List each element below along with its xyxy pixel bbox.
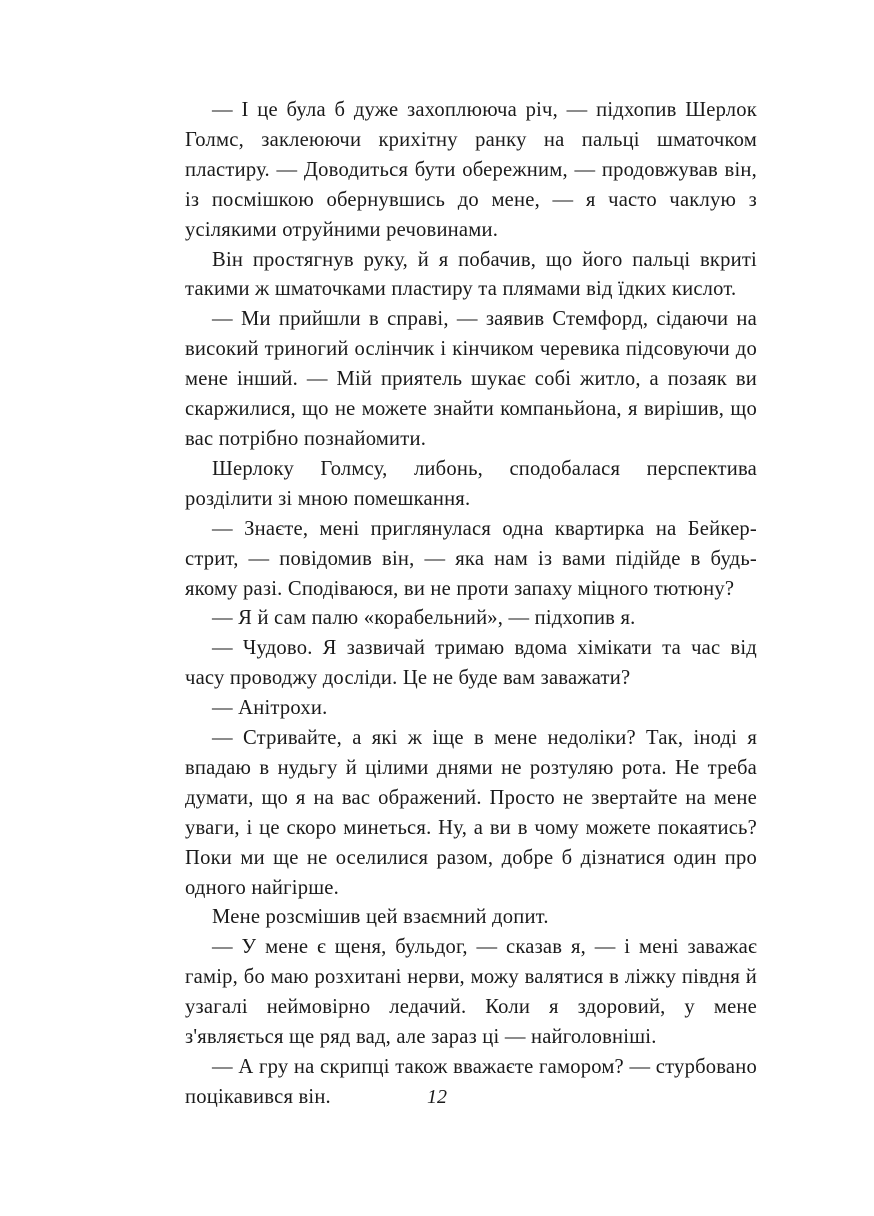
paragraph: Мене розсмішив цей взаємний допит. bbox=[212, 906, 549, 929]
paragraph: — Чудово. Я зазвичай тримаю вдома хімікати та час від часу проводжу досліди. Це не буде вам заважати? bbox=[185, 637, 757, 690]
paragraph: — А гру на скрипці також вважаєте гамором? — стурбовано поцікавився він. bbox=[185, 1056, 757, 1108]
paragraph: Шерлоку Голмсу, либонь, сподобалася перспектива розділити зі мною помешкання. bbox=[185, 457, 757, 510]
paragraph: — Знаєте, мені приглянулася одна квартирка на Бейкер-стрит, — повідомив він, — яка нам із вами підійде в будь-якому разі. Сподіваюся, ви не проти запаху міцного тютюну? bbox=[185, 517, 757, 600]
page-body-text bbox=[185, 96, 757, 1113]
paragraph: — Анітрохи. bbox=[212, 697, 328, 720]
paragraph: — І це була б дуже захоплююча річ, — підхопив Шерлок Голмс, заклеюючи крихітну ранку на пальці шматочком пластиру. — Доводиться бути обережним, — продовжував він, із посмішкою обернувшись до мене, — я часто чаклую з усілякими отруйними речовинами. bbox=[185, 99, 757, 241]
paragraph: Він простягнув руку, й я побачив, що його пальці вкриті такими ж шматочками пластиру та плямами від їдких кислот. bbox=[185, 248, 757, 301]
paragraph: — У мене є щеня, бульдог, — сказав я, — і мені заважає гамір, бо маю розхитані нерви, можу валятися в ліжку півдня й узагалі неймовірно ледачий. Коли я здоровий, у мене з'являється ще ряд вад, але зараз ці — найголовніші. bbox=[185, 936, 757, 1049]
paragraph: — Стривайте, а які ж іще в мене недоліки? Так, іноді я впадаю в нудьгу й цілими днями не розтуляю рота. Не треба думати, що я на вас ображений. Просто не звертайте на мене уваги, і це скоро минеться. Ну, а ви в чому можете покаятись? Поки ми ще не оселилися разом, добре б дізнатися один про одного найгірше. bbox=[185, 727, 757, 899]
paragraph: — Я й сам палю «корабельний», — підхопив я. bbox=[212, 607, 636, 630]
page-number: 12 bbox=[427, 1086, 447, 1108]
paragraph: — Ми прийшли в справі, — заявив Стемфорд, сідаючи на високий триногий ослінчик і кінчиком черевика підсовуючи до мене інший. — Мій приятель шукає собі житло, а позаяк ви скаржилися, що не можете знайти компаньйона, я вирішив, що вас потрібно познайомити. bbox=[185, 308, 757, 450]
